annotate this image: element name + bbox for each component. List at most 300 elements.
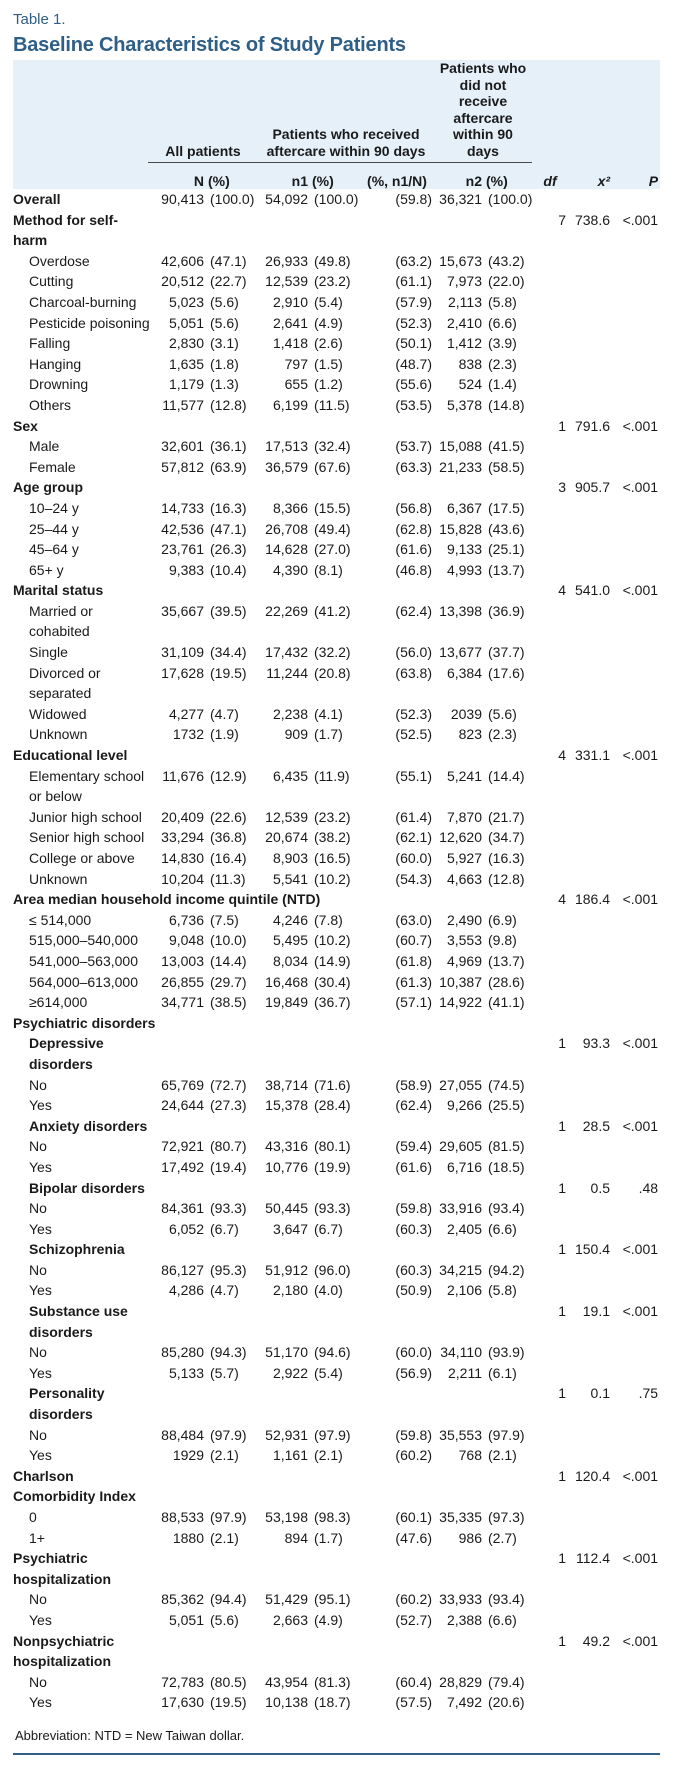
df-cell xyxy=(532,354,568,375)
chi-cell xyxy=(568,374,612,395)
p-cell xyxy=(612,395,660,416)
rowpct-cell: (62.1) xyxy=(395,829,432,846)
n2-cell: 9,133 xyxy=(446,541,482,558)
rowpct-cell xyxy=(360,1116,434,1137)
pct-cell: (26.3) xyxy=(210,541,247,558)
n-cell xyxy=(148,745,206,766)
n2-cell: 28,829 xyxy=(439,1673,482,1690)
chi-cell: 120.4 xyxy=(574,1467,611,1484)
rowpct-cell xyxy=(360,230,434,251)
rowpct-cell: (59.8) xyxy=(395,1200,432,1217)
n1-cell xyxy=(258,1322,310,1343)
table-row xyxy=(13,210,660,231)
pct2-cell: (2.1) xyxy=(488,1447,517,1464)
row-label: Personality xyxy=(29,1385,105,1402)
n1-cell: 10,138 xyxy=(265,1694,308,1711)
df-cell xyxy=(532,1075,568,1096)
p-cell xyxy=(612,1198,660,1219)
row-label: No xyxy=(29,1344,47,1361)
df-cell xyxy=(532,313,568,334)
chi-cell xyxy=(568,683,612,704)
p-cell: <.001 xyxy=(622,417,659,434)
n1-cell xyxy=(258,1548,310,1569)
rowpct-cell xyxy=(360,1548,434,1569)
n1-cell: 655 xyxy=(284,376,308,393)
chi-cell: 28.5 xyxy=(582,1117,611,1134)
df-cell xyxy=(532,1219,568,1240)
p-cell: <.001 xyxy=(622,1467,659,1484)
pct-cell: (94.4) xyxy=(210,1591,247,1608)
n2-cell: 6,367 xyxy=(446,499,482,516)
p-cell: <.001 xyxy=(622,582,659,599)
n1-cell: 12,539 xyxy=(265,273,308,290)
pct2-cell: (2.3) xyxy=(488,355,517,372)
chi-cell xyxy=(568,1672,612,1693)
rowpct-cell: (53.5) xyxy=(395,396,432,413)
n1-cell: 1,418 xyxy=(272,335,308,352)
row-label: disorders xyxy=(29,1055,93,1072)
pct-cell xyxy=(206,1651,258,1672)
pct2-cell: (37.7) xyxy=(488,644,525,661)
pct2-cell: (6.9) xyxy=(488,911,517,928)
row-label: Nonpsychiatric xyxy=(13,1632,115,1649)
pct-cell: (14.4) xyxy=(210,952,247,969)
n2-cell: 3,553 xyxy=(446,932,482,949)
n2-cell: 4,663 xyxy=(446,870,482,887)
row-label: Widowed xyxy=(29,705,87,722)
p-cell xyxy=(612,1507,660,1528)
n2-cell xyxy=(434,786,484,807)
df-cell xyxy=(532,1589,568,1610)
df-cell xyxy=(532,395,568,416)
df-cell xyxy=(532,1507,568,1528)
n1-cell: 16,468 xyxy=(265,973,308,990)
rowpct-cell: (60.0) xyxy=(395,1344,432,1361)
row-label: Junior high school xyxy=(29,808,142,825)
pct-cell: (2.1) xyxy=(210,1529,239,1546)
chi-cell xyxy=(568,1136,612,1157)
chi-cell xyxy=(568,1198,612,1219)
chi-cell: 49.2 xyxy=(582,1632,611,1649)
pct1-cell: (97.9) xyxy=(314,1426,351,1443)
row-label: Female xyxy=(29,458,76,475)
p-cell xyxy=(612,1136,660,1157)
row-label: Pesticide poisoning xyxy=(29,314,150,331)
n-cell xyxy=(148,1486,206,1507)
rowpct-cell xyxy=(360,1569,434,1590)
pct-cell: (34.4) xyxy=(210,644,247,661)
header-stats-blank xyxy=(532,60,660,163)
n-cell xyxy=(148,1322,206,1343)
pct2-cell: (41.5) xyxy=(488,438,525,455)
rowpct-cell xyxy=(360,745,434,766)
pct2-cell: (36.9) xyxy=(488,602,525,619)
pct1-cell: (4.1) xyxy=(314,705,343,722)
table-row xyxy=(13,1260,660,1281)
n-cell: 11,577 xyxy=(162,396,204,413)
pct-cell: (1.3) xyxy=(210,376,239,393)
p-cell xyxy=(612,1013,660,1034)
n-cell: 6,736 xyxy=(168,911,204,928)
p-cell xyxy=(612,601,660,622)
pct1-cell: (41.2) xyxy=(314,602,351,619)
table-row xyxy=(13,416,660,437)
pct-cell: (19.5) xyxy=(210,1694,247,1711)
pct-cell: (10.0) xyxy=(210,932,247,949)
rowpct-cell xyxy=(360,786,434,807)
p-cell xyxy=(612,1054,660,1075)
row-label: separated xyxy=(29,685,92,702)
chi-cell xyxy=(568,189,612,210)
n1-cell xyxy=(258,1239,310,1260)
p-cell xyxy=(612,663,660,684)
rowpct-cell xyxy=(360,1322,434,1343)
p-cell xyxy=(612,1157,660,1178)
pct-cell: (5.6) xyxy=(210,1611,239,1628)
pct-cell: (63.9) xyxy=(210,458,247,475)
pct-cell: (80.5) xyxy=(210,1673,247,1690)
n2-cell: 35,335 xyxy=(439,1509,482,1525)
row-label: Charcoal-burning xyxy=(29,293,137,310)
chi-cell xyxy=(568,1054,612,1075)
pct1-cell: (96.0) xyxy=(314,1261,351,1278)
df-cell xyxy=(532,1672,568,1693)
n-cell: 85,280 xyxy=(161,1344,204,1361)
pct2-cell: (1.4) xyxy=(488,376,517,393)
rowpct-cell: (60.0) xyxy=(395,850,432,866)
n2-cell: 7,973 xyxy=(446,273,482,290)
df-cell xyxy=(532,930,568,951)
n2-cell: 9,266 xyxy=(446,1097,482,1114)
rowpct-cell: (48.7) xyxy=(395,355,432,372)
n-cell: 33,294 xyxy=(161,829,204,846)
chi-cell xyxy=(568,1095,612,1116)
p-cell xyxy=(612,1569,660,1590)
df-cell xyxy=(532,848,568,869)
pct2-cell: (3.9) xyxy=(488,335,517,352)
n2-cell xyxy=(434,1033,484,1054)
pct1-cell: (94.6) xyxy=(314,1344,351,1361)
row-label: No xyxy=(29,1076,47,1093)
rowpct-cell: (60.3) xyxy=(395,1261,432,1278)
n2-cell: 2,410 xyxy=(446,314,482,331)
p-cell xyxy=(612,1322,660,1343)
pct1-cell xyxy=(310,1466,360,1487)
chi-cell xyxy=(568,230,612,251)
pct-cell xyxy=(206,1404,258,1425)
pct1-cell: (95.1) xyxy=(314,1591,351,1608)
pct1-cell xyxy=(310,1033,360,1054)
pct1-cell: (67.6) xyxy=(314,458,351,475)
p-cell xyxy=(612,1280,660,1301)
df-cell xyxy=(532,1404,568,1425)
pct2-cell: (93.9) xyxy=(488,1344,525,1361)
df-cell: 1 xyxy=(558,1385,567,1402)
pct1-cell: (16.5) xyxy=(314,850,351,866)
df-cell xyxy=(532,972,568,993)
n1-cell: 43,954 xyxy=(265,1673,308,1690)
p-cell xyxy=(612,724,660,745)
table-title: Baseline Characteristics of Study Patients xyxy=(13,34,406,56)
row-label: Unknown xyxy=(29,726,88,743)
n-cell: 9,383 xyxy=(168,561,204,578)
pct-cell: (5.6) xyxy=(210,293,239,310)
p-cell xyxy=(612,786,660,807)
chi-cell: 905.7 xyxy=(574,479,611,496)
chi-cell: 0.1 xyxy=(590,1385,611,1402)
n-cell xyxy=(148,230,206,251)
n1-cell: 26,708 xyxy=(265,520,308,537)
n2-cell: 29,605 xyxy=(439,1138,482,1155)
pct-cell: (22.7) xyxy=(210,273,247,290)
pct1-cell: (14.9) xyxy=(314,952,351,969)
table-row xyxy=(13,189,660,210)
rowpct-cell: (56.9) xyxy=(395,1364,432,1381)
n1-cell: 2,663 xyxy=(272,1611,308,1628)
pct1-cell: (2.6) xyxy=(314,335,343,352)
rowpct-cell: (57.5) xyxy=(395,1694,432,1711)
n1-cell: 20,674 xyxy=(265,829,308,846)
table-row xyxy=(13,457,660,478)
rowpct-cell: (59.8) xyxy=(395,191,432,207)
table-row xyxy=(13,663,660,684)
pct2-cell: (28.6) xyxy=(488,973,525,990)
pct-cell: (80.7) xyxy=(210,1138,247,1155)
n-cell xyxy=(148,1013,206,1034)
n1-cell xyxy=(258,477,310,498)
row-label: Age group xyxy=(13,479,83,496)
n2-cell xyxy=(434,1116,484,1137)
n-cell: 65,769 xyxy=(161,1076,204,1093)
rowpct-cell: (60.1) xyxy=(395,1509,432,1525)
n2-cell: 33,916 xyxy=(439,1200,482,1217)
pct2-cell: (21.7) xyxy=(488,808,525,825)
n2-cell: 5,378 xyxy=(446,396,482,413)
n1-cell: 17,513 xyxy=(265,438,308,455)
n1-cell: 15,378 xyxy=(265,1097,308,1114)
pct-cell: (93.3) xyxy=(210,1200,247,1217)
chi-cell xyxy=(568,539,612,560)
pct1-cell: (1.2) xyxy=(314,376,343,393)
df-cell xyxy=(532,724,568,745)
pct-cell xyxy=(206,683,258,704)
pct-cell: (5.6) xyxy=(210,314,239,331)
df-cell xyxy=(532,621,568,642)
n-cell: 90,413 xyxy=(161,191,204,207)
p-cell xyxy=(612,1692,660,1713)
pct1-cell xyxy=(310,1383,360,1404)
pct-cell: (72.7) xyxy=(210,1076,247,1093)
pct-cell xyxy=(206,477,258,498)
n-cell: 34,771 xyxy=(161,994,204,1011)
n-cell xyxy=(148,1116,206,1137)
n2-cell: 2,490 xyxy=(446,911,482,928)
pct2-cell xyxy=(484,1178,532,1199)
p-cell xyxy=(612,827,660,848)
n1-cell: 2,922 xyxy=(272,1364,308,1381)
rowpct-cell: (59.4) xyxy=(395,1138,432,1155)
n1-cell: 6,435 xyxy=(272,767,308,784)
pct1-cell xyxy=(310,1548,360,1569)
n1-cell: 2,641 xyxy=(272,314,308,331)
rowpct-cell: (52.3) xyxy=(395,314,432,331)
table-row xyxy=(13,1301,660,1322)
n2-cell: 14,922 xyxy=(439,994,482,1011)
p-cell xyxy=(612,1095,660,1116)
table-row xyxy=(13,1075,660,1096)
n2-cell xyxy=(434,621,484,642)
pct1-cell: (38.2) xyxy=(314,829,351,846)
pct2-cell: (97.3) xyxy=(488,1509,525,1525)
row-label: College or above xyxy=(29,850,135,866)
row-label: Yes xyxy=(29,1611,52,1628)
chi-cell xyxy=(568,1157,612,1178)
table-row xyxy=(13,333,660,354)
p-cell: <.001 xyxy=(622,1035,659,1052)
df-cell xyxy=(532,869,568,890)
n1-cell xyxy=(258,1116,310,1137)
n-cell xyxy=(148,1651,206,1672)
n-cell: 5,133 xyxy=(168,1364,204,1381)
pct-cell: (19.4) xyxy=(210,1158,247,1175)
n1-cell xyxy=(258,786,310,807)
table-row xyxy=(13,1569,660,1590)
pct-cell: (6.7) xyxy=(210,1220,239,1237)
pct-cell xyxy=(206,786,258,807)
chi-cell xyxy=(568,1075,612,1096)
pct-cell xyxy=(206,1239,258,1260)
row-label: 0 xyxy=(29,1509,37,1525)
n1-cell xyxy=(258,1033,310,1054)
n1-cell: 50,445 xyxy=(265,1200,308,1217)
df-cell: 1 xyxy=(558,417,567,434)
p-cell xyxy=(612,1528,660,1549)
chi-cell: 150.4 xyxy=(574,1241,611,1258)
row-label: No xyxy=(29,1138,47,1155)
n1-cell xyxy=(258,1651,310,1672)
n1-cell xyxy=(258,1383,310,1404)
chi-cell xyxy=(568,354,612,375)
df-cell xyxy=(532,827,568,848)
n1-cell: 2,180 xyxy=(272,1282,308,1299)
pct1-cell: (23.2) xyxy=(314,273,351,290)
df-cell xyxy=(532,560,568,581)
n1-cell: 43,316 xyxy=(265,1138,308,1155)
pct-cell xyxy=(206,1486,258,1507)
header-N: N xyxy=(148,163,206,190)
pct1-cell: (49.4) xyxy=(314,520,351,537)
n-cell xyxy=(148,1383,206,1404)
row-label: Bipolar disorders xyxy=(29,1179,145,1196)
n2-cell: 7,870 xyxy=(446,808,482,825)
table-row xyxy=(13,745,660,766)
n1-cell: 2,910 xyxy=(272,293,308,310)
n2-cell: 6,716 xyxy=(446,1158,482,1175)
table-row xyxy=(13,1507,660,1528)
table-row xyxy=(13,313,660,334)
table-row xyxy=(13,1466,660,1487)
pct2-cell xyxy=(484,1651,532,1672)
p-cell xyxy=(612,519,660,540)
pct1-cell xyxy=(310,1322,360,1343)
rowpct-cell: (58.9) xyxy=(395,1076,432,1093)
pct-cell: (4.7) xyxy=(210,705,239,722)
n-cell: 1,179 xyxy=(168,376,204,393)
pct1-cell: (11.5) xyxy=(314,396,350,413)
n-cell: 1880 xyxy=(172,1529,204,1546)
n2-cell: 15,088 xyxy=(439,438,482,455)
pct1-cell: (20.8) xyxy=(314,664,351,681)
df-cell: 1 xyxy=(558,1241,567,1258)
n2-cell xyxy=(434,1013,484,1034)
pct1-cell: (98.3) xyxy=(314,1509,351,1525)
n-cell: 17,492 xyxy=(161,1158,204,1175)
table-container xyxy=(13,0,660,1755)
n2-cell: 2,211 xyxy=(448,1364,482,1381)
row-label: Hanging xyxy=(29,355,82,372)
pct2-cell: (79.4) xyxy=(488,1673,525,1690)
pct2-cell xyxy=(484,1013,532,1034)
n-cell: 14,733 xyxy=(161,499,204,516)
p-cell xyxy=(612,189,660,210)
table-row xyxy=(13,1116,660,1137)
pct1-cell: (8.1) xyxy=(314,561,343,578)
df-cell: 1 xyxy=(558,1117,567,1134)
pct1-cell: (1.7) xyxy=(314,726,343,743)
pct-cell xyxy=(206,1631,258,1652)
n1-cell: 12,539 xyxy=(265,808,308,825)
row-label: No xyxy=(29,1261,47,1278)
row-label: Falling xyxy=(29,335,71,352)
pct1-cell: (1.5) xyxy=(314,355,343,372)
rowpct-cell xyxy=(360,1466,434,1487)
p-cell xyxy=(612,992,660,1013)
rowpct-cell: (57.9) xyxy=(395,293,432,310)
pct1-cell: (5.4) xyxy=(314,293,343,310)
p-cell xyxy=(612,869,660,890)
pct-cell: (36.8) xyxy=(210,829,247,846)
pct1-cell: (4.0) xyxy=(314,1282,343,1299)
n-cell: 17,628 xyxy=(161,664,204,681)
pct2-cell: (14.4) xyxy=(488,767,525,784)
rowpct-cell xyxy=(360,580,434,601)
rowpct-cell: (59.8) xyxy=(395,1426,432,1443)
chi-cell xyxy=(568,848,612,869)
table-row xyxy=(13,1198,660,1219)
n-cell: 32,601 xyxy=(161,438,204,455)
n1-cell: 14,628 xyxy=(265,541,308,558)
chi-cell: 0.5 xyxy=(590,1179,611,1196)
chi-cell xyxy=(568,1507,612,1528)
df-cell xyxy=(532,601,568,622)
n-cell: 72,921 xyxy=(161,1138,204,1155)
n1-cell: 4,390 xyxy=(272,561,308,578)
n1-cell: 22,269 xyxy=(265,602,308,619)
pct2-cell: (17.6) xyxy=(488,664,525,681)
rowpct-cell: (60.3) xyxy=(395,1220,432,1237)
row-label: ≥614,000 xyxy=(29,994,88,1011)
df-cell xyxy=(532,642,568,663)
table-row xyxy=(13,1239,660,1260)
table-row xyxy=(13,1692,660,1713)
n1-cell: 52,931 xyxy=(265,1426,308,1443)
pct2-cell: (17.5) xyxy=(488,499,525,516)
chi-cell xyxy=(568,1219,612,1240)
pct2-cell: (2.7) xyxy=(488,1529,517,1546)
pct2-cell xyxy=(484,621,532,642)
row-label: Male xyxy=(29,438,60,455)
n1-cell xyxy=(258,210,310,231)
